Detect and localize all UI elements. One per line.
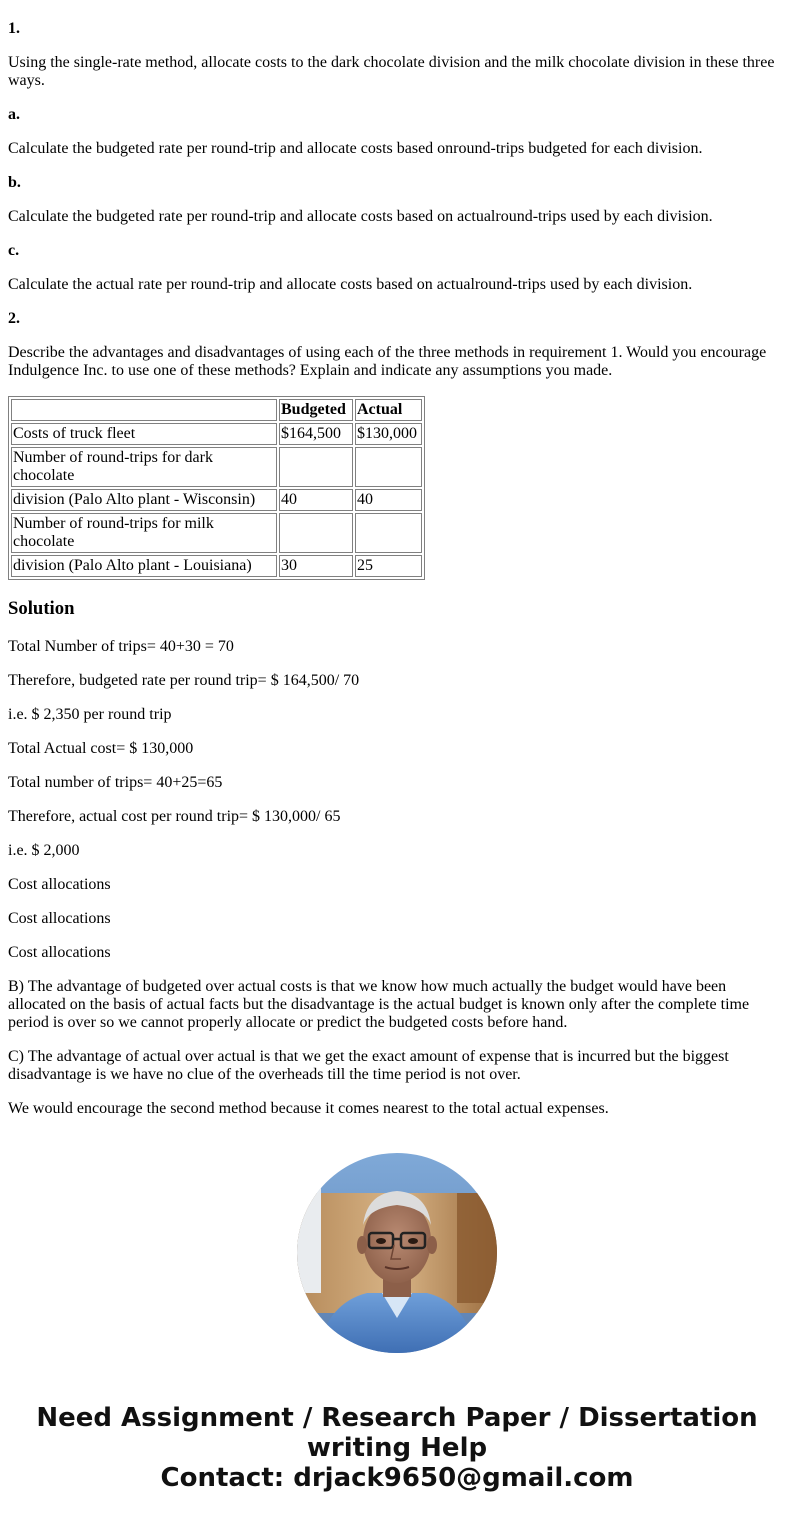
table-row: [11, 423, 422, 445]
solution-line: Cost allocations: [8, 910, 111, 927]
solution-heading: Solution: [8, 598, 75, 619]
question-b-text: Calculate the budgeted rate per round-trip and allocate costs based on actualround-trips used by each division.: [8, 208, 713, 225]
table-cell: $164,500: [279, 423, 353, 445]
table-cell: Costs of truck fleet: [11, 423, 277, 445]
table-cell: [355, 447, 422, 487]
solution-line: i.e. $ 2,350 per round trip: [8, 706, 172, 723]
table-cell: Number of round-trips for milk chocolate: [11, 513, 277, 553]
table-header-cell: Actual: [355, 399, 422, 421]
question-1-text: Using the single-rate method, allocate costs to the dark chocolate division and the milk chocolate division in these three ways.: [8, 54, 775, 89]
promo-banner: [0, 1403, 794, 1493]
table-cell: [279, 447, 353, 487]
table-cell: 30: [279, 555, 353, 577]
table-cell: [279, 513, 353, 553]
question-a-text: Calculate the budgeted rate per round-trip and allocate costs based onround-trips budgeted for each division.: [8, 140, 703, 157]
table-header-row: [11, 399, 422, 421]
promo-line-1: Need Assignment / Research Paper / Dissertation: [36, 1403, 758, 1433]
table-row: [11, 555, 422, 577]
solution-line: Therefore, budgeted rate per round trip= $ 164,500/ 70: [8, 672, 360, 689]
question-b-label: b.: [8, 174, 21, 191]
question-c-label: c.: [8, 242, 20, 259]
table-cell: $130,000: [355, 423, 422, 445]
table-header-cell: Budgeted: [279, 399, 353, 421]
tutor-portrait-image: [297, 1153, 497, 1353]
solution-line: Total number of trips= 40+25=65: [8, 774, 223, 791]
solution-line: i.e. $ 2,000: [8, 842, 80, 859]
table-cell: division (Palo Alto plant - Wisconsin): [11, 489, 277, 511]
document-body: [8, 0, 786, 1134]
table-row: [11, 489, 422, 511]
promo-line-2: writing Help: [306, 1433, 488, 1463]
question-1-label: 1.: [8, 20, 20, 37]
table-cell: 40: [279, 489, 353, 511]
solution-paragraph: We would encourage the second method because it comes nearest to the total actual expenses.: [8, 1100, 609, 1117]
table-row: [11, 513, 422, 553]
table-cell: [355, 513, 422, 553]
solution-paragraph: C) The advantage of actual over actual is that we get the exact amount of expense that is incurred but the biggest disadvantage is we have no clue of the overheads till the time period is not over.: [8, 1048, 729, 1083]
solution-line: Cost allocations: [8, 876, 111, 893]
table-cell: Number of round-trips for dark chocolate: [11, 447, 277, 487]
table-row: [11, 447, 422, 487]
question-a-label: a.: [8, 106, 20, 123]
table-cell: division (Palo Alto plant - Louisiana): [11, 555, 277, 577]
table-cell: 25: [355, 555, 422, 577]
question-c-text: Calculate the actual rate per round-trip and allocate costs based on actualround-trips used by each division.: [8, 276, 693, 293]
tutor-photo: [297, 1153, 497, 1353]
solution-line: Cost allocations: [8, 944, 111, 961]
question-2-label: 2.: [8, 310, 20, 327]
solution-line: Therefore, actual cost per round trip= $ 130,000/ 65: [8, 808, 341, 825]
cost-data-table: [8, 396, 425, 580]
question-2-text: Describe the advantages and disadvantages of using each of the three methods in requirement 1. Would you encourage Indulgence Inc. to use one of these methods? Explain and indicate any assumptions you made.: [8, 344, 767, 379]
solution-line: Total Number of trips= 40+30 = 70: [8, 638, 234, 655]
table-cell: 40: [355, 489, 422, 511]
promo-contact: Contact: drjack9650@gmail.com: [160, 1463, 634, 1493]
solution-line: Total Actual cost= $ 130,000: [8, 740, 194, 757]
solution-paragraph: B) The advantage of budgeted over actual costs is that we know how much actually the budget would have been allocated on the basis of actual facts but the disadvantage is the actual budget is known only after the complete time period is over so we cannot properly allocate or predict the budgeted costs before hand.: [8, 978, 750, 1031]
table-header-cell: [11, 399, 277, 421]
